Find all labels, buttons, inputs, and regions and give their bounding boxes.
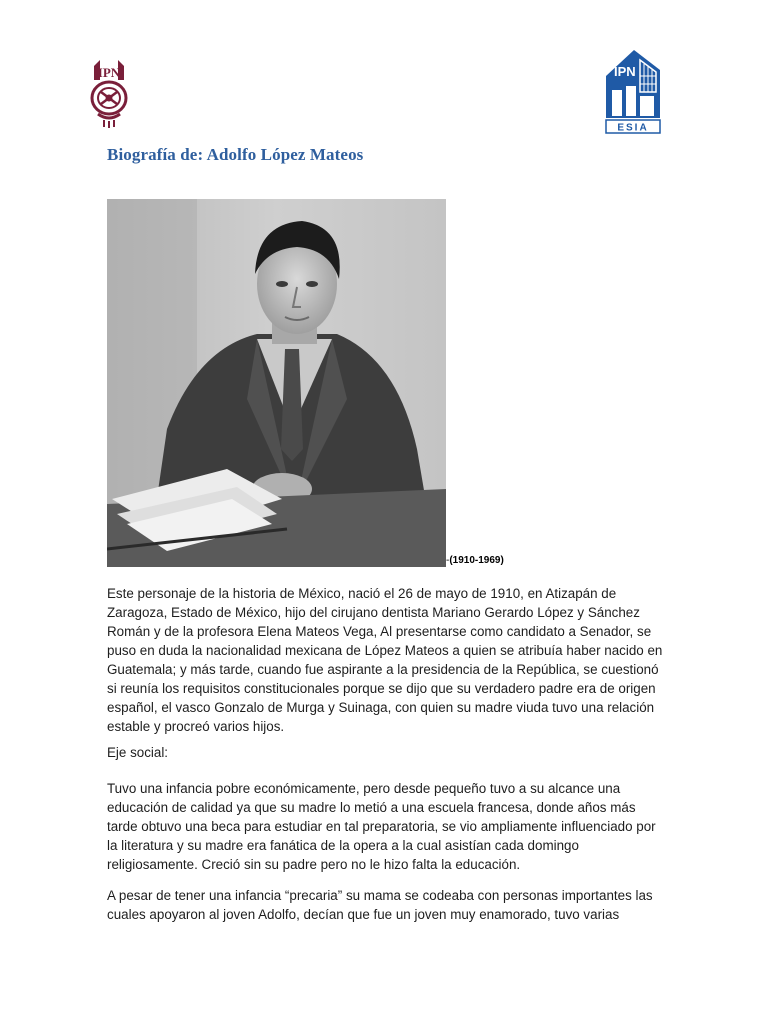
portrait-photo	[107, 199, 446, 567]
svg-text:IPN: IPN	[97, 65, 121, 80]
paragraph-youth: A pesar de tener una infancia “precaria” su mama se codeaba con personas importantes las cuales apoyaron al joven Adolfo, decían que fue un joven muy enamorado, tuvo varias	[107, 888, 653, 922]
paragraph-childhood: Tuvo una infancia pobre económicamente, pero desde pequeño tuvo a su alcance una educación de calidad ya que su madre lo metió a una escuela francesa, donde años más tarde obtuvo una beca para estudiar en tal preparatoria, se vio ampliamente influenciado por la literatura y su madre era fanática de la opera a la cual asistían cada domingo religiosamente. Creció sin su padre pero no le hizo falta la educación.	[107, 781, 656, 872]
ipn-emblem-icon	[92, 60, 126, 128]
svg-text:ESIA: ESIA	[617, 122, 649, 134]
paragraph-biography: Este personaje de la historia de México, nació el 26 de mayo de 1910, en Atizapán de Zaragoza, Estado de México, hijo del cirujano dentista Mariano Gerardo López y Sánchez Román y de la profesora Elena Mateos Vega, Al presentarse como candidato a Senador, se puso en duda la nacionalidad mexicana de López Mateos a quien se atribuía haber nacido en Guatemala; y más tarde, cuando fue aspirante a la presidencia de la República, se cuestionó si reunía los requisitos constitucionales porque se dijo que su verdadero padre era de origen español, el vasco Gonzalo de Murga y Suinaga, con quien su madre viuda tuvo una relación estable y procreó varios hijos.	[107, 586, 663, 734]
esia-logo	[604, 46, 662, 134]
photo-caption: -(1910-1969)	[446, 555, 504, 566]
svg-text:IPN: IPN	[614, 64, 636, 79]
paragraph-heading-social: Eje social:	[107, 745, 169, 760]
ipn-logo	[86, 50, 132, 130]
esia-building-icon	[606, 50, 660, 134]
document-title: Biografía de: Adolfo López Mateos	[107, 145, 364, 164]
caption-years: (1910-1969)	[449, 555, 504, 566]
